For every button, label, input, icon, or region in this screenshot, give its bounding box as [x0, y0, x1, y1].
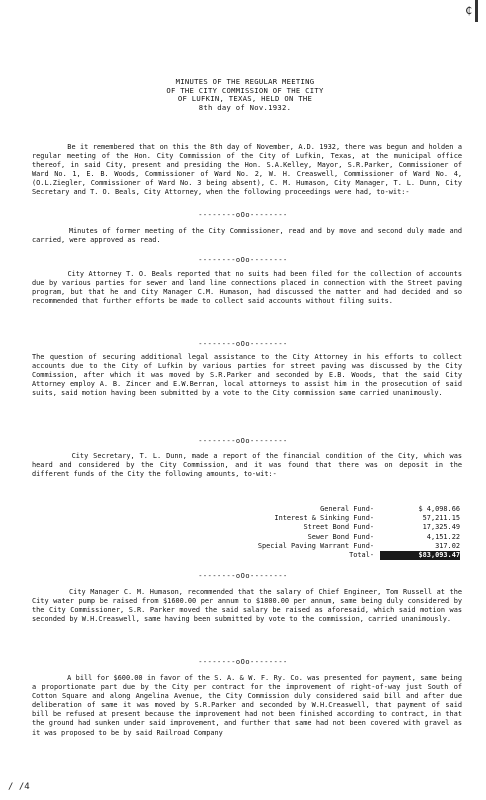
fund-name: Sewer Bond Fund- — [307, 532, 374, 541]
fund-row — [40, 542, 460, 551]
separator: --------oOo-------- — [198, 256, 288, 264]
fund-total-label: Total- — [349, 551, 374, 560]
fund-name: Special Paving Warrant Fund- — [257, 541, 374, 550]
separator: --------oOo-------- — [198, 572, 288, 580]
fund-row — [40, 505, 460, 514]
fund-row — [40, 533, 460, 542]
fund-row — [40, 523, 460, 532]
fund-name: General Fund- — [320, 505, 374, 513]
fund-total-row — [40, 551, 460, 560]
fund-amount: 17,325.49 — [422, 523, 460, 532]
separator: --------oOo-------- — [198, 340, 288, 348]
separator: --------oOo-------- — [198, 211, 288, 219]
fund-amount: 317.02 — [435, 541, 460, 550]
paragraph-minutes-approval: Minutes of former meeting of the City Commissioner, read and by move and second duly made and carried, were approved as read. — [32, 227, 467, 245]
paragraph-legal-assistance: The question of securing additional legal assistance to the City Attorney in his efforts to collect accounts due to the City of Lufkin by various parties for street paving was discussed by the City Commission, after which it was moved by S.R.Parker and seconded by E.B. Woods, that the said City Attorney employ A. B. Zincer and E.W.Berran, local attorneys to assist him in the prosecution of said suits, said motion having been submitted by a vote to the City commission same carried unanimously. — [32, 353, 467, 398]
fund-balances — [40, 505, 460, 560]
fund-name: Interest & Sinking Fund- — [274, 514, 374, 523]
paragraph-salary-raise: City Manager C. M. Humason, recommended that the salary of Chief Engineer, Tom Russell at the City water pump be raised from $1600.00 per annum to $1800.00 per annum, same being duly considered by the City Commissioner, S.R. Parker moved the said salary be raised as aforesaid, which said motion was seconded by W.H.Creaswell, same having been submitted by vote to the commission, carried unanimously. — [32, 588, 467, 624]
separator: --------oOo-------- — [198, 437, 288, 445]
corner-mark-top-right: ₵ — [465, 4, 472, 17]
fund-total-amount: $83,093.47 — [380, 551, 460, 560]
paragraph-roll-call: Be it remembered that on this the 8th day of November, A.D. 1932, there was begun and holden a regular meeting of the Hon. City Commission of the City of Lufkin, Texas, at the municipal office thereof, in said City, present and presiding the Hon. S.A.Kelley, Mayor, S.R.Parker, Commissioner of Ward No. 1, E. B. Woods, Commissioner of Ward No. 2, W. H. Creaswell, Commissioner of Ward No. 4, (O.L.Ziegler, Commissioner of Ward No. 3 being absent), C. M. Humason, City Manager, T. L. Dunn, City Secretary and T. O. Beals, City Attorney, when the following proceedings were had, to-wit:- — [32, 143, 467, 197]
fund-amount: 4,151.22 — [426, 532, 460, 541]
heading-line-3: OF LUFKIN, TEXAS, HELD ON THE — [177, 94, 313, 104]
separator: --------oOo-------- — [198, 658, 288, 666]
scan-edge-mark — [475, 0, 478, 22]
fund-amount: 57,211.15 — [422, 514, 460, 523]
minutes-heading — [120, 78, 370, 112]
fund-row — [40, 514, 460, 523]
corner-mark-bottom-left: / /4 — [8, 782, 30, 792]
paragraph-city-attorney-report: City Attorney T. O. Beals reported that no suits had been filed for the collection of accounts due by various parties for sewer and land line connections placed in connection with the Street paving program, but that he and City Manager C.M. Humason, had discussed the matter and had decided and so recommended that further efforts be made to collect said accounts without filing suits. — [32, 270, 467, 306]
fund-name: Street Bond Fund- — [303, 523, 374, 532]
heading-line-1: MINUTES OF THE REGULAR MEETING — [175, 77, 315, 86]
heading-line-2: OF THE CITY COMMISSION OF THE CITY — [166, 85, 324, 95]
fund-amount: $ 4,098.66 — [418, 505, 460, 513]
paragraph-railway-bill: A bill for $600.00 in favor of the S. A. & W. F. Ry. Co. was presented for payment, same being a proportionate part due by the City per contract for the improvement of right-of-way just South of Cotton Square and along Angelina Avenue, the City Commission duly considered said bill and after due deliberation of same it was moved by S.R.Parker and seconded by W.H.Creaswell, that payment of said bill be refused at present because the improvement had not been finished according to contract, in that the ground had sunken under said improvement, and further that same had not been covered with gravel as it was proposed to be by said Railroad Company — [32, 674, 467, 737]
paragraph-financial-report: City Secretary, T. L. Dunn, made a report of the financial condition of the City, which was heard and considered by the City Commission, and it was found that there was on deposit in the different funds of the City the following amounts, to-wit:- — [32, 452, 467, 479]
heading-line-4: 8th day of Nov.1932. — [198, 102, 292, 112]
